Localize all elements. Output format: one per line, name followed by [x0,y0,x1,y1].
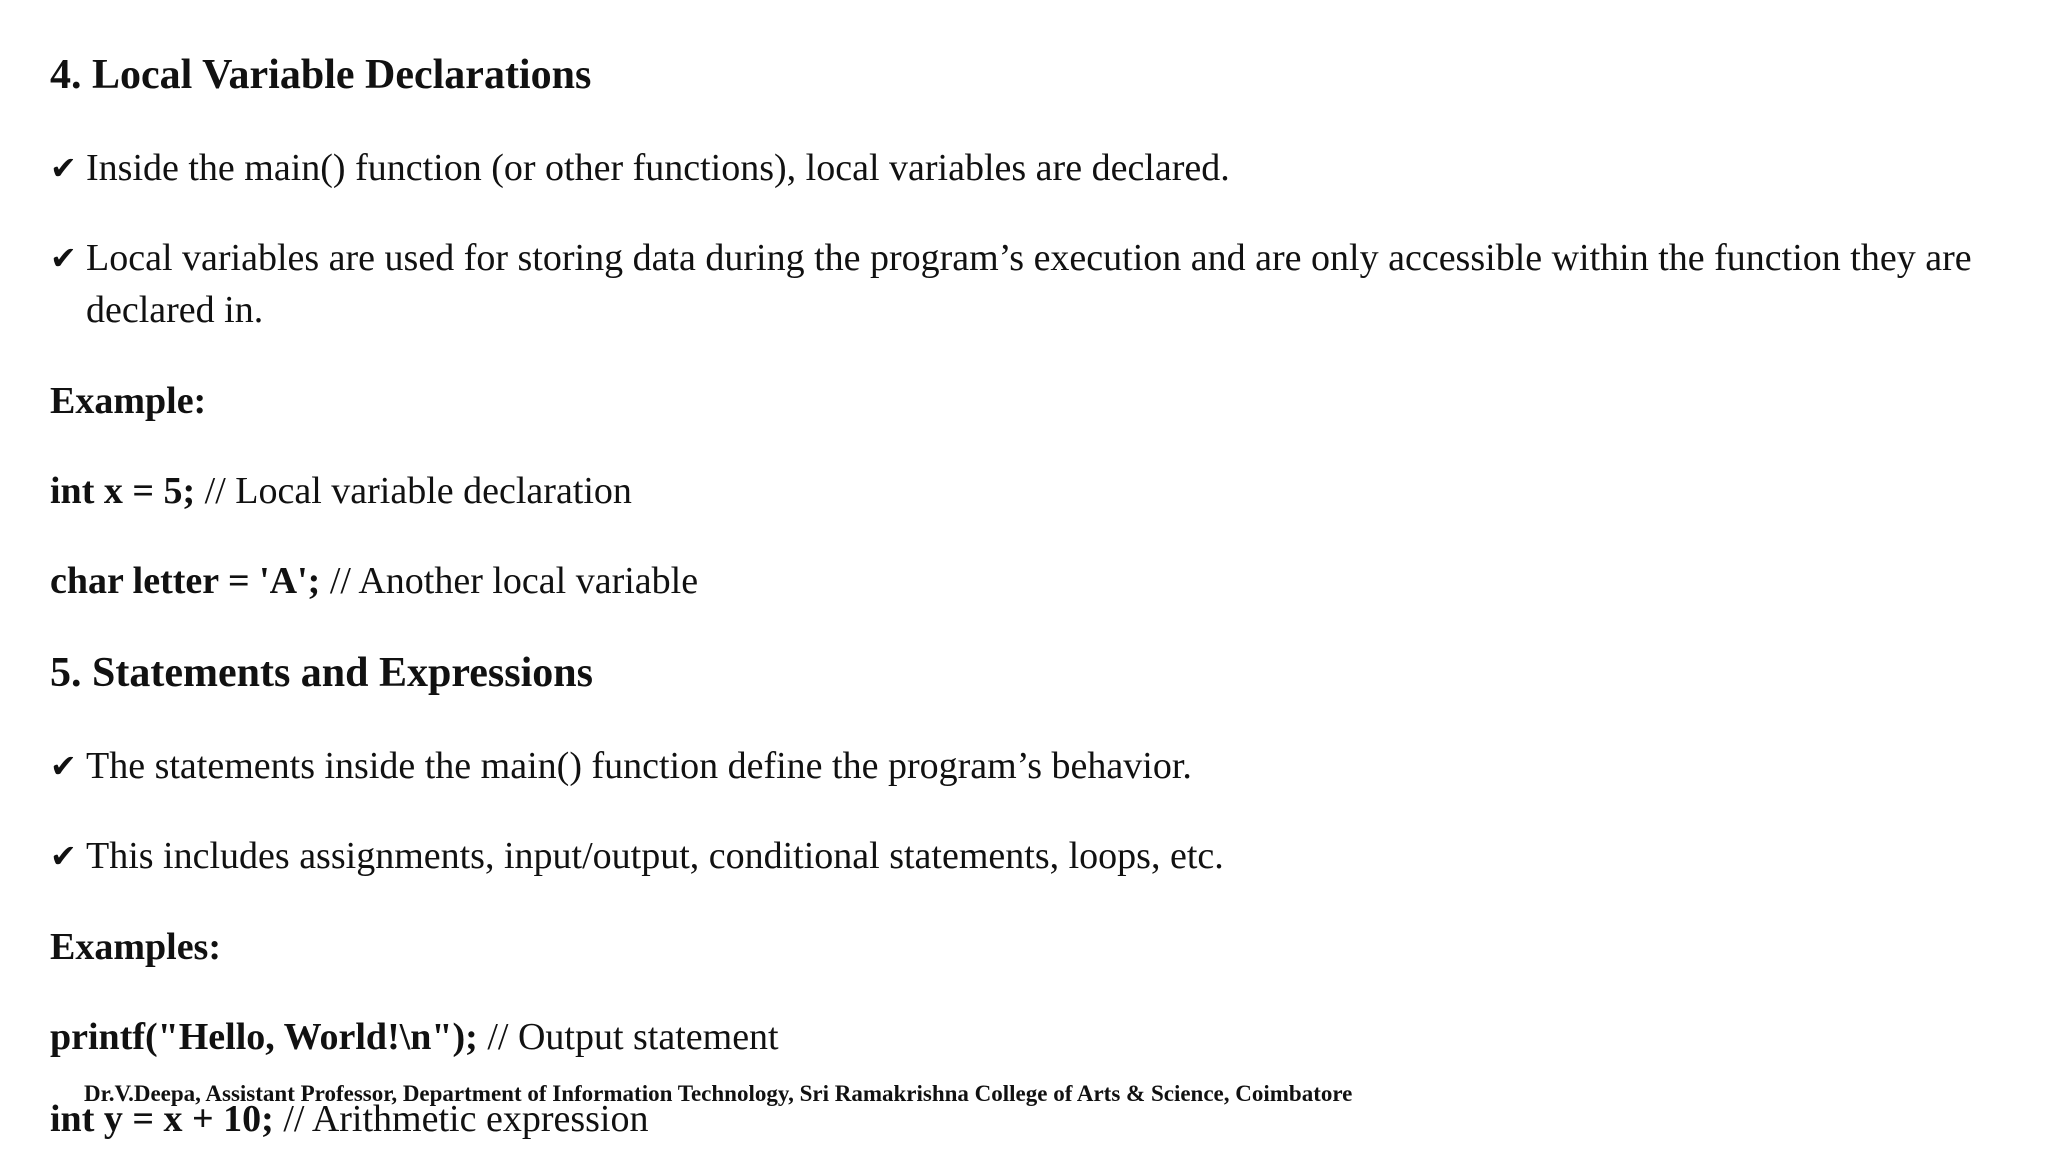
code-statement: int y = x + 10; [50,1098,274,1140]
bullet-text: Local variables are used for storing data during the program’s execution and are only accessible within the function they are declared in. [86,237,1972,331]
bullet-item [50,142,1980,194]
section-5-heading: 5. Statements and Expressions [50,650,593,696]
code-line [50,466,632,516]
footer-credit: Dr.V.Deepa, Assistant Professor, Department of Information Technology, Sri Ramakrishna College of Arts & Science, Coimbatore [84,1081,1353,1106]
code-line [50,556,698,606]
bullet-text: The statements inside the main() function define the program’s behavior. [86,745,1192,787]
code-line [50,1012,779,1062]
bullet-item [50,830,1980,882]
bullet-item [50,740,1980,792]
bullet-text: This includes assignments, input/output, conditional statements, loops, etc. [86,835,1224,877]
checkmark-icon: ✔ [50,747,77,785]
examples-label: Examples: [50,926,221,968]
code-statement: printf("Hello, World!\n"); [50,1016,478,1058]
bullet-item [50,232,1980,336]
bullet-text: Inside the main() function (or other functions), local variables are declared. [86,147,1230,189]
code-comment: // Arithmetic expression [273,1098,649,1140]
code-comment: // Output statement [477,1016,779,1058]
code-statement: char letter = 'A'; [50,560,321,602]
code-comment: // Local variable declaration [195,470,632,512]
example-label: Example: [50,380,207,422]
checkmark-icon: ✔ [50,837,77,875]
checkmark-icon: ✔ [50,239,77,277]
checkmark-icon: ✔ [50,149,77,187]
code-comment: // Another local variable [320,560,699,602]
code-statement: int x = 5; [50,470,196,512]
section-4-heading: 4. Local Variable Declarations [50,52,592,98]
